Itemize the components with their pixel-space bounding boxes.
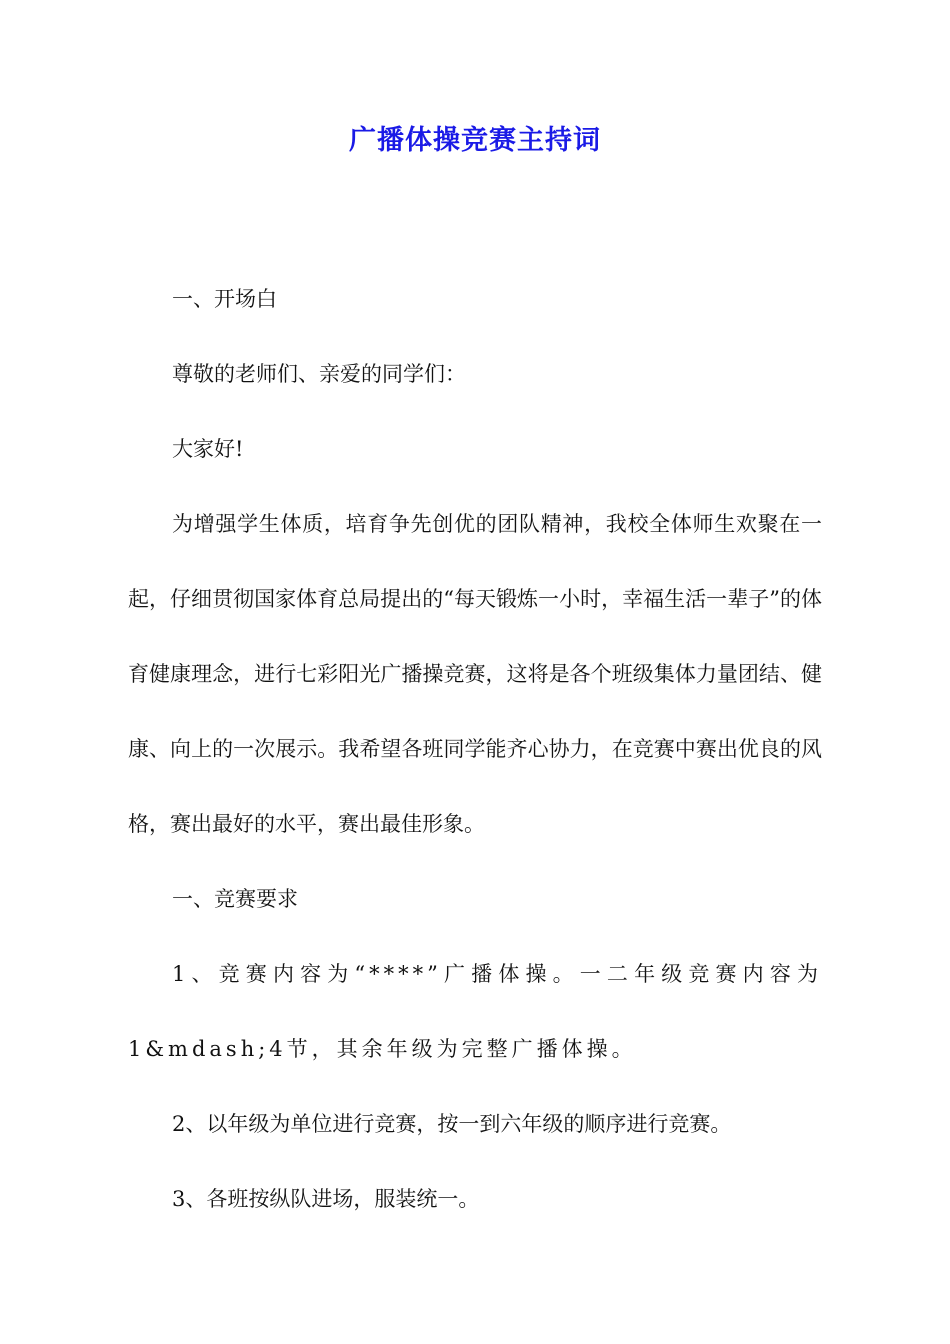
document-title: 广播体操竞赛主持词 xyxy=(349,125,601,156)
salutation: 尊敬的老师们、亲爱的同学们： xyxy=(172,362,466,386)
opening-paragraph: 为增强学生体质，培育争先创优的团队精神，我校全体师生欢聚在一起，仔细贯彻国家体育总局提出的“每天锻炼一小时，幸福生活一辈子”的体育健康理念，进行七彩阳光广播操竞赛，这将是各个班级集体力量团结、健康、向上的一次展示。我希望各班同学能齐心协力，在竞赛中赛出优良的风格，赛出最好的水平，赛出最佳形象。 xyxy=(128,512,823,836)
section-heading-requirements: 一、竞赛要求 xyxy=(172,887,298,911)
requirement-item-2: 2、以年级为单位进行竞赛，按一到六年级的顺序进行竞赛。 xyxy=(172,1112,732,1136)
section-heading-opening: 一、开场白 xyxy=(172,287,277,311)
requirement-item-3: 3、各班按纵队进场，服装统一。 xyxy=(172,1187,480,1211)
requirement-item-1: 1、竞赛内容为“****”广播体操。一二年级竞赛内容为1&mdash;4节，其余年级为完整广播体操。 xyxy=(128,962,822,1061)
greeting: 大家好! xyxy=(172,437,244,461)
document-body xyxy=(128,262,822,1237)
